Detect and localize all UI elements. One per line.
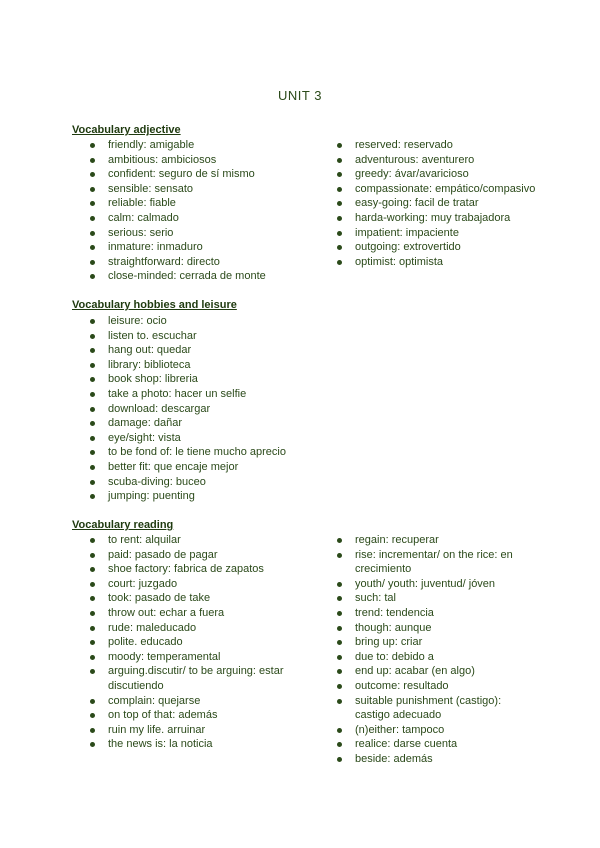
- list-item: [90, 314, 320, 329]
- list-item: [337, 606, 537, 621]
- list-item-text: friendly: amigable: [108, 139, 195, 151]
- list-item-text: rude: maleducado: [108, 621, 197, 634]
- bullet-icon: [90, 407, 95, 412]
- list-item: [337, 167, 537, 182]
- list-item-text: to be fond of: le tiene mucho aprecio: [108, 446, 286, 459]
- list-item-text: better fit: que encaje mejor: [108, 460, 239, 473]
- bullet-icon: [90, 158, 95, 163]
- list-item: [90, 650, 320, 665]
- bullet-icon: [90, 274, 95, 279]
- list-item-text: straightforward: directo: [108, 255, 220, 268]
- list-item-text: inmature: inmaduro: [108, 241, 203, 254]
- page-title: UNIT 3: [278, 88, 322, 103]
- list-item: [90, 737, 320, 752]
- section-heading-reading: Vocabulary reading: [72, 519, 174, 531]
- list-item-text: ambitious: ambiciosos: [108, 153, 217, 166]
- adjective-list-left: [90, 138, 320, 284]
- list-item-text: optimist: optimista: [355, 255, 444, 268]
- bullet-icon: [90, 348, 95, 353]
- list-item-text: take a photo: hacer un selfie: [108, 387, 247, 400]
- bullet-icon: [90, 245, 95, 250]
- bullet-icon: [90, 480, 95, 485]
- list-item: [90, 489, 320, 504]
- list-item-text: reliable: fiable: [108, 197, 176, 210]
- bullet-icon: [90, 187, 95, 192]
- list-item: [90, 416, 320, 431]
- list-item: [90, 240, 320, 255]
- list-item-text: easy-going: facil de tratar: [355, 197, 479, 210]
- bullet-icon: [337, 201, 342, 206]
- bullet-icon: [337, 684, 342, 689]
- bullet-icon: [90, 392, 95, 397]
- list-item-text: suitable punishment (castigo): castigo adecuado: [355, 694, 502, 722]
- list-item-text: polite. educado: [108, 636, 183, 649]
- list-item-text: serious: serio: [108, 226, 174, 239]
- bullet-icon: [337, 216, 342, 221]
- list-item-text: end up: acabar (en algo): [355, 665, 475, 678]
- list-item-text: book shop: libreria: [108, 373, 198, 386]
- list-item-text: arguing.discutir/ to be arguing: estar discutiendo: [108, 665, 284, 692]
- bullet-icon: [90, 436, 95, 441]
- bullet-icon: [90, 201, 95, 206]
- list-item-text: took: pasado de take: [108, 592, 211, 605]
- bullet-icon: [337, 655, 342, 660]
- list-item: [90, 153, 320, 168]
- bullet-icon: [337, 699, 342, 704]
- list-item-text: due to: debido a: [355, 650, 434, 663]
- list-item: [90, 402, 320, 417]
- bullet-icon: [90, 450, 95, 455]
- bullet-icon: [90, 363, 95, 368]
- list-item-text: adventurous: aventurero: [355, 153, 475, 166]
- list-item-text: complain: quejarse: [108, 694, 201, 707]
- bullet-icon: [90, 538, 95, 543]
- bullet-icon: [90, 655, 95, 660]
- list-item: [90, 372, 320, 387]
- list-item: [90, 445, 320, 460]
- bullet-icon: [90, 334, 95, 339]
- bullet-icon: [337, 757, 342, 762]
- list-item: [90, 329, 320, 344]
- list-item: [337, 737, 537, 752]
- bullet-icon: [90, 319, 95, 324]
- list-item: [90, 591, 320, 606]
- list-item: [90, 708, 320, 723]
- list-item-text: throw out: echar a fuera: [108, 606, 225, 619]
- list-item: [90, 577, 320, 592]
- bullet-icon: [90, 742, 95, 747]
- bullet-icon: [90, 260, 95, 265]
- bullet-icon: [90, 611, 95, 616]
- bullet-icon: [337, 669, 342, 674]
- list-item-text: the news is: la noticia: [108, 738, 213, 751]
- list-item-text: listen to. escuchar: [108, 329, 197, 342]
- list-item-text: damage: dañar: [108, 417, 182, 430]
- list-item: [90, 460, 320, 475]
- list-item-text: eye/sight: vista: [108, 431, 181, 444]
- list-item-text: download: descargar: [108, 402, 211, 415]
- list-item: [90, 358, 320, 373]
- bullet-icon: [90, 465, 95, 470]
- list-item: [337, 650, 537, 665]
- list-item-text: on top of that: además: [108, 709, 218, 722]
- list-item: [90, 664, 320, 693]
- adjective-list-right: [337, 138, 537, 269]
- bullet-icon: [90, 421, 95, 426]
- bullet-icon: [90, 553, 95, 558]
- bullet-icon: [337, 231, 342, 236]
- list-item-text: moody: temperamental: [108, 650, 221, 663]
- list-item-text: outcome: resultado: [355, 679, 449, 692]
- list-item-text: bring up: criar: [355, 636, 423, 649]
- bullet-icon: [90, 582, 95, 587]
- bullet-icon: [337, 640, 342, 645]
- list-item-text: ruin my life. arruinar: [108, 723, 206, 736]
- list-item: [90, 211, 320, 226]
- list-item-text: shoe factory: fabrica de zapatos: [108, 563, 264, 576]
- list-item: [90, 343, 320, 358]
- bullet-icon: [90, 699, 95, 704]
- list-item-text: confident: seguro de sí mismo: [108, 168, 255, 181]
- bullet-icon: [90, 172, 95, 177]
- list-item: [90, 723, 320, 738]
- list-item: [90, 548, 320, 563]
- bullet-icon: [337, 742, 342, 747]
- list-item: [337, 548, 537, 577]
- list-item: [337, 153, 537, 168]
- bullet-icon: [337, 158, 342, 163]
- list-item: [90, 475, 320, 490]
- bullet-icon: [337, 611, 342, 616]
- list-item: [90, 255, 320, 270]
- list-item: [337, 679, 537, 694]
- list-item-text: scuba-diving: buceo: [108, 475, 206, 488]
- list-item: [337, 694, 537, 723]
- list-item-text: calm: calmado: [108, 211, 179, 224]
- list-item: [337, 182, 537, 197]
- list-item-text: greedy: ávar/avaricioso: [355, 168, 469, 181]
- bullet-icon: [90, 231, 95, 236]
- list-item-text: paid: pasado de pagar: [108, 548, 218, 561]
- list-item-text: though: aunque: [355, 621, 432, 634]
- list-item-text: hang out: quedar: [108, 344, 192, 357]
- bullet-icon: [337, 143, 342, 148]
- bullet-icon: [90, 377, 95, 382]
- list-item-text: to rent: alquilar: [108, 534, 181, 546]
- list-item-text: beside: además: [355, 752, 433, 765]
- bullet-icon: [337, 582, 342, 587]
- bullet-icon: [90, 143, 95, 148]
- list-item-text: reserved: reservado: [355, 139, 453, 151]
- bullet-icon: [90, 713, 95, 718]
- reading-list-right: [337, 533, 537, 767]
- list-item: [337, 635, 537, 650]
- bullet-icon: [337, 187, 342, 192]
- list-item-text: compassionate: empático/compasivo: [355, 182, 536, 195]
- bullet-icon: [337, 538, 342, 543]
- list-item-text: youth/ youth: juventud/ jóven: [355, 577, 496, 590]
- list-item: [90, 562, 320, 577]
- list-item-text: leisure: ocio: [108, 315, 167, 327]
- bullet-icon: [90, 728, 95, 733]
- list-item: [337, 533, 537, 548]
- bullet-icon: [337, 596, 342, 601]
- list-item-text: outgoing: extrovertido: [355, 241, 461, 254]
- list-item: [337, 591, 537, 606]
- list-item-text: (n)either: tampoco: [355, 723, 445, 736]
- bullet-icon: [337, 260, 342, 265]
- list-item: [90, 635, 320, 650]
- list-item: [90, 694, 320, 709]
- list-item: [337, 255, 537, 270]
- bullet-icon: [90, 596, 95, 601]
- list-item: [90, 138, 320, 153]
- section-heading-adjective: Vocabulary adjective: [72, 124, 181, 136]
- list-item-text: sensible: sensato: [108, 182, 193, 195]
- bullet-icon: [90, 216, 95, 221]
- bullet-icon: [337, 553, 342, 558]
- list-item: [90, 533, 320, 548]
- list-item: [90, 167, 320, 182]
- list-item-text: close-minded: cerrada de monte: [108, 270, 266, 283]
- list-item: [90, 621, 320, 636]
- bullet-icon: [90, 494, 95, 499]
- bullet-icon: [90, 640, 95, 645]
- list-item: [90, 606, 320, 621]
- list-item: [337, 240, 537, 255]
- bullet-icon: [337, 728, 342, 733]
- hobbies-list: [90, 314, 320, 504]
- bullet-icon: [337, 172, 342, 177]
- bullet-icon: [90, 669, 95, 674]
- list-item-text: regain: recuperar: [355, 534, 439, 546]
- bullet-icon: [337, 626, 342, 631]
- list-item-text: realice: darse cuenta: [355, 738, 458, 751]
- list-item-text: court: juzgado: [108, 577, 178, 590]
- list-item-text: impatient: impaciente: [355, 226, 459, 239]
- list-item: [337, 723, 537, 738]
- list-item: [90, 269, 320, 284]
- bullet-icon: [90, 626, 95, 631]
- list-item-text: trend: tendencia: [355, 606, 434, 619]
- list-item: [90, 387, 320, 402]
- reading-list-left: [90, 533, 320, 752]
- section-heading-hobbies: Vocabulary hobbies and leisure: [72, 299, 237, 311]
- list-item: [337, 211, 537, 226]
- list-item: [337, 577, 537, 592]
- list-item-text: library: biblioteca: [108, 358, 191, 371]
- list-item: [90, 196, 320, 211]
- list-item: [337, 621, 537, 636]
- list-item: [337, 664, 537, 679]
- list-item-text: rise: incrementar/ on the rice: en crecimiento: [355, 548, 513, 576]
- list-item: [337, 226, 537, 241]
- list-item: [90, 431, 320, 446]
- list-item: [337, 138, 537, 153]
- list-item: [337, 196, 537, 211]
- bullet-icon: [90, 567, 95, 572]
- list-item: [337, 752, 537, 767]
- list-item-text: jumping: puenting: [108, 490, 195, 503]
- list-item-text: harda-working: muy trabajadora: [355, 211, 511, 224]
- list-item: [90, 182, 320, 197]
- list-item-text: such: tal: [355, 592, 396, 605]
- list-item: [90, 226, 320, 241]
- bullet-icon: [337, 245, 342, 250]
